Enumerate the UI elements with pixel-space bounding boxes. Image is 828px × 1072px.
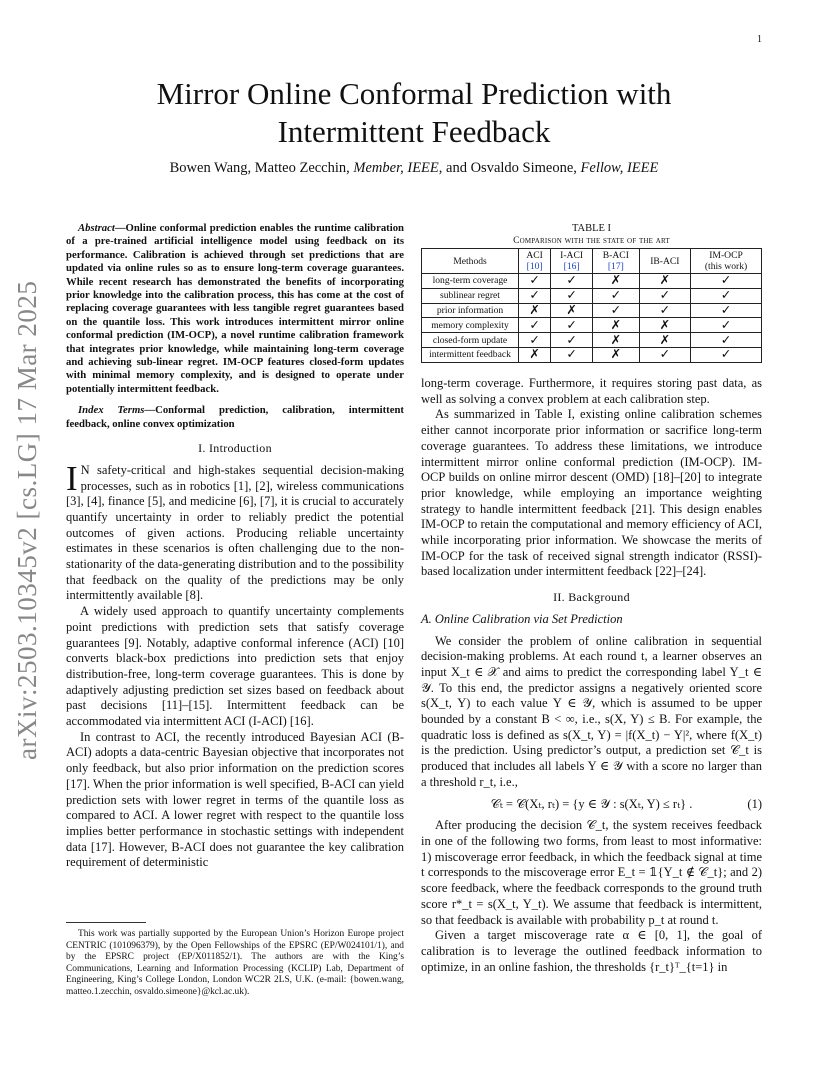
abstract (66, 222, 404, 396)
table-header-cell: Methods (422, 249, 519, 274)
equation-body: 𝒞ₜ = 𝒞(Xₜ, rₜ) = {y ∈ 𝒴 : s(Xₜ, Y) ≤ rₜ} . (490, 796, 693, 811)
index-terms-label: Index Terms (78, 404, 145, 417)
background-paragraph-1: We consider the problem of online calibration in sequential decision-making problems. At each round t, a learner observes an input X_t ∈ 𝒳 and aims to predict the corresponding label Y_t ∈ 𝒴. To this end, the predictor assigns a negatively oriented score s(X_t, Y) to each value Y ∈ 𝒴, which is assumed to be upper bounded by a constant B < ∞, i.e., s(X, Y) ≤ B. For example, the quadratic loss is defined as s(X_t, Y) = |f(X_t) − Y|², where f(X_t) is the prediction. Using predictor’s output, a prediction set 𝒞_t is produced that includes all labels Y ∈ 𝒴 with a score no larger than a threshold r_t, i.e., (421, 633, 762, 789)
section-heading-introduction: I. Introduction (198, 441, 272, 456)
table-header-cell: B-ACI [17] (593, 249, 640, 274)
abstract-text: —Online conformal prediction enables the runtime calibration of a pre-trained artificial intelligence model using feedback on its performance. Calibration is achieved through set predictions that are updated via online rules so as to ensure long-term coverage guarantees. While recent research has demonstrated the benefits of incorporating prior knowledge into the calibration process, this has come at the cost of replacing coverage guarantees with less tangible regret guarantees based on the quantile loss. This work introduces intermittent mirror online conformal prediction (IM-OCP), a novel runtime calibration framework that integrates prior knowledge, while maintaining long-term coverage and achieving sub-linear regret. IM-OCP features closed-form updates with minimal memory complexity, and is designed to operate under potentially intermittent feedback. (66, 222, 404, 395)
author-1-role: Member, IEEE (353, 160, 439, 176)
intro-paragraph-2: A widely used approach to quantify uncertainty complements point predictions with prediction sets that satisfy coverage guarantees [9]. Notably, adaptive conformal inference (ACI) [10] converts black-box predictions into prediction sets that enjoy distribution-free, long-term coverage guarantees. This is done by adaptively adjusting prediction set sizes based on feedback about past decisions [11]–[15]. Intermittent feedback can be accommodated via intermittent ACI (I-ACI) [16]. (66, 604, 404, 729)
author-1: Bowen Wang, Matteo Zecchin, (169, 160, 354, 176)
table-row: prior information ✗ ✗ ✓ ✓ ✓ (422, 303, 762, 318)
table-row: sublinear regret ✓ ✓ ✓ ✓ ✓ (422, 288, 762, 303)
intro-paragraph-1-text: N safety-critical and high-stakes sequential decision-making processes, such as in robotics [1], [2], wireless communications [3], [4], finance [5], and medicine [6], [7], it is crucial to accurately quantify uncertainty in order to reliably predict the potential outcomes of given actions. Producing reliable uncertainty estimates in these scenarios is often challenging due to the non-stationarity of the data-generating distribution and to the possibility that feedback on the quality of the predictions may be only intermittently available [8]. (66, 462, 404, 603)
table-caption: TABLE I (571, 223, 612, 234)
right-paragraph-2: As summarized in Table I, existing online calibration schemes either cannot incorporate prior information or sacrifice long-term coverage guarantees. To address these limitations, we introduce intermittent mirror online conformal prediction (IM-OCP). IM-OCP builds on online mirror descent (OMD) [18]–[20] to integrate prior knowledge, while employing an importance weighting strategy to handle intermittent feedback [21]. This design enables IM-OCP to retain the computational and memory efficiency of ACI, while incorporating prior information. We showcase the merits of IM-OCP for the task of received signal strength indicator (RSSI)-based localization under intermittent feedback [22]–[24]. (421, 407, 762, 579)
table-header-row (422, 249, 762, 274)
section-heading-background: II. Background (553, 590, 630, 605)
paper-title (80, 75, 748, 151)
page-number: 1 (757, 34, 762, 45)
index-terms-text: —Conformal prediction, calibration, intermittent feedback, online convex optimization (66, 404, 404, 430)
table-subcaption: Comparison with the state of the art (513, 236, 670, 246)
arxiv-identifier: arXiv:2503.10345v2 [cs.LG] 17 Mar 2025 (12, 280, 42, 760)
title-line-1: Mirror Online Conformal Prediction with (156, 76, 672, 111)
table-row: long-term coverage ✓ ✓ ✗ ✗ ✓ (422, 274, 762, 289)
author-2-role: Fellow, IEEE (580, 160, 659, 176)
subsection-heading: A. Online Calibration via Set Prediction (421, 611, 623, 626)
table-row: intermittent feedback ✗ ✓ ✗ ✓ ✓ (422, 347, 762, 362)
author-2: , and Osvaldo Simeone, (438, 160, 581, 176)
table-row: closed-form update ✓ ✓ ✗ ✗ ✓ (422, 333, 762, 348)
equation-number: (1) (747, 796, 762, 811)
background-paragraph-2: After producing the decision 𝒞_t, the system receives feedback in one of the following two forms, from least to most informative: 1) miscoverage error feedback, in which the feedback signal at time t corresponds to the miscoverage error E_t = 𝟙{Y_t ∉ 𝒞_t}; and 2) score feedback, where the feedback corresponds to the ground truth score r*_t = s(X_t, Y_t). We assume that feedback is intermittent, so that feedback is available with probability p_t at round t. (421, 818, 762, 927)
left-column (66, 222, 404, 871)
footnote: This work was partially supported by the European Union’s Horizon Europe project CENTRIC (101096379), by the Open Fellowships of the EPSRC (EP/W024101/1), and by the EPSRC project (EP/X011852/1). The authors are with the King’s Communications, Learning and Information Processing (KCLIP) Lab, Department of Engineering, King’s College London, London WC2R 2LS, U.K. (e-mail: {bowen.wang, matteo.1.zecchin, osvaldo.simeone}@kcl.ac.uk). (66, 929, 404, 997)
right-paragraph-1: long-term coverage. Furthermore, it requires storing past data, as well as solving a convex problem at each calibration step. (421, 376, 762, 406)
intro-paragraph-3: In contrast to ACI, the recently introduced Bayesian ACI (B-ACI) adopts a data-centric Bayesian objective that incorporates not only feedback, but also prior information on the prediction scores [17]. When the prior information is well specified, B-ACI can yield prediction sets with lower regret in terms of the quantile loss as compared to ACI. A lower regret with respect to the quantile loss implies better performance in stochastic settings with independent data [17]. However, B-ACI does not guarantee the key calibration requirement of deterministic (66, 729, 404, 870)
drop-cap: I (66, 458, 78, 498)
table-row: memory complexity ✓ ✓ ✗ ✗ ✓ (422, 318, 762, 333)
title-line-2: Intermittent Feedback (277, 114, 551, 149)
footnote-rule (66, 922, 146, 923)
author-list (80, 160, 748, 177)
table-header-cell: IB-ACI (639, 249, 690, 274)
table-header-cell: I-ACI [16] (551, 249, 593, 274)
index-terms (66, 404, 404, 431)
table-header-cell: ACI [10] (519, 249, 551, 274)
comparison-table (421, 248, 762, 363)
abstract-label: Abstract (78, 222, 115, 234)
equation-1 (421, 797, 762, 813)
right-column (421, 376, 762, 975)
background-paragraph-3: Given a target miscoverage rate α ∈ [0, 1], the goal of calibration is to leverage the outlined feedback information to optimize, in an online fashion, the thresholds {r_t}ᵀ_{t=1} in (421, 928, 762, 974)
table-header-cell: IM-OCP (this work) (691, 249, 762, 274)
intro-paragraph-1 (66, 458, 404, 604)
